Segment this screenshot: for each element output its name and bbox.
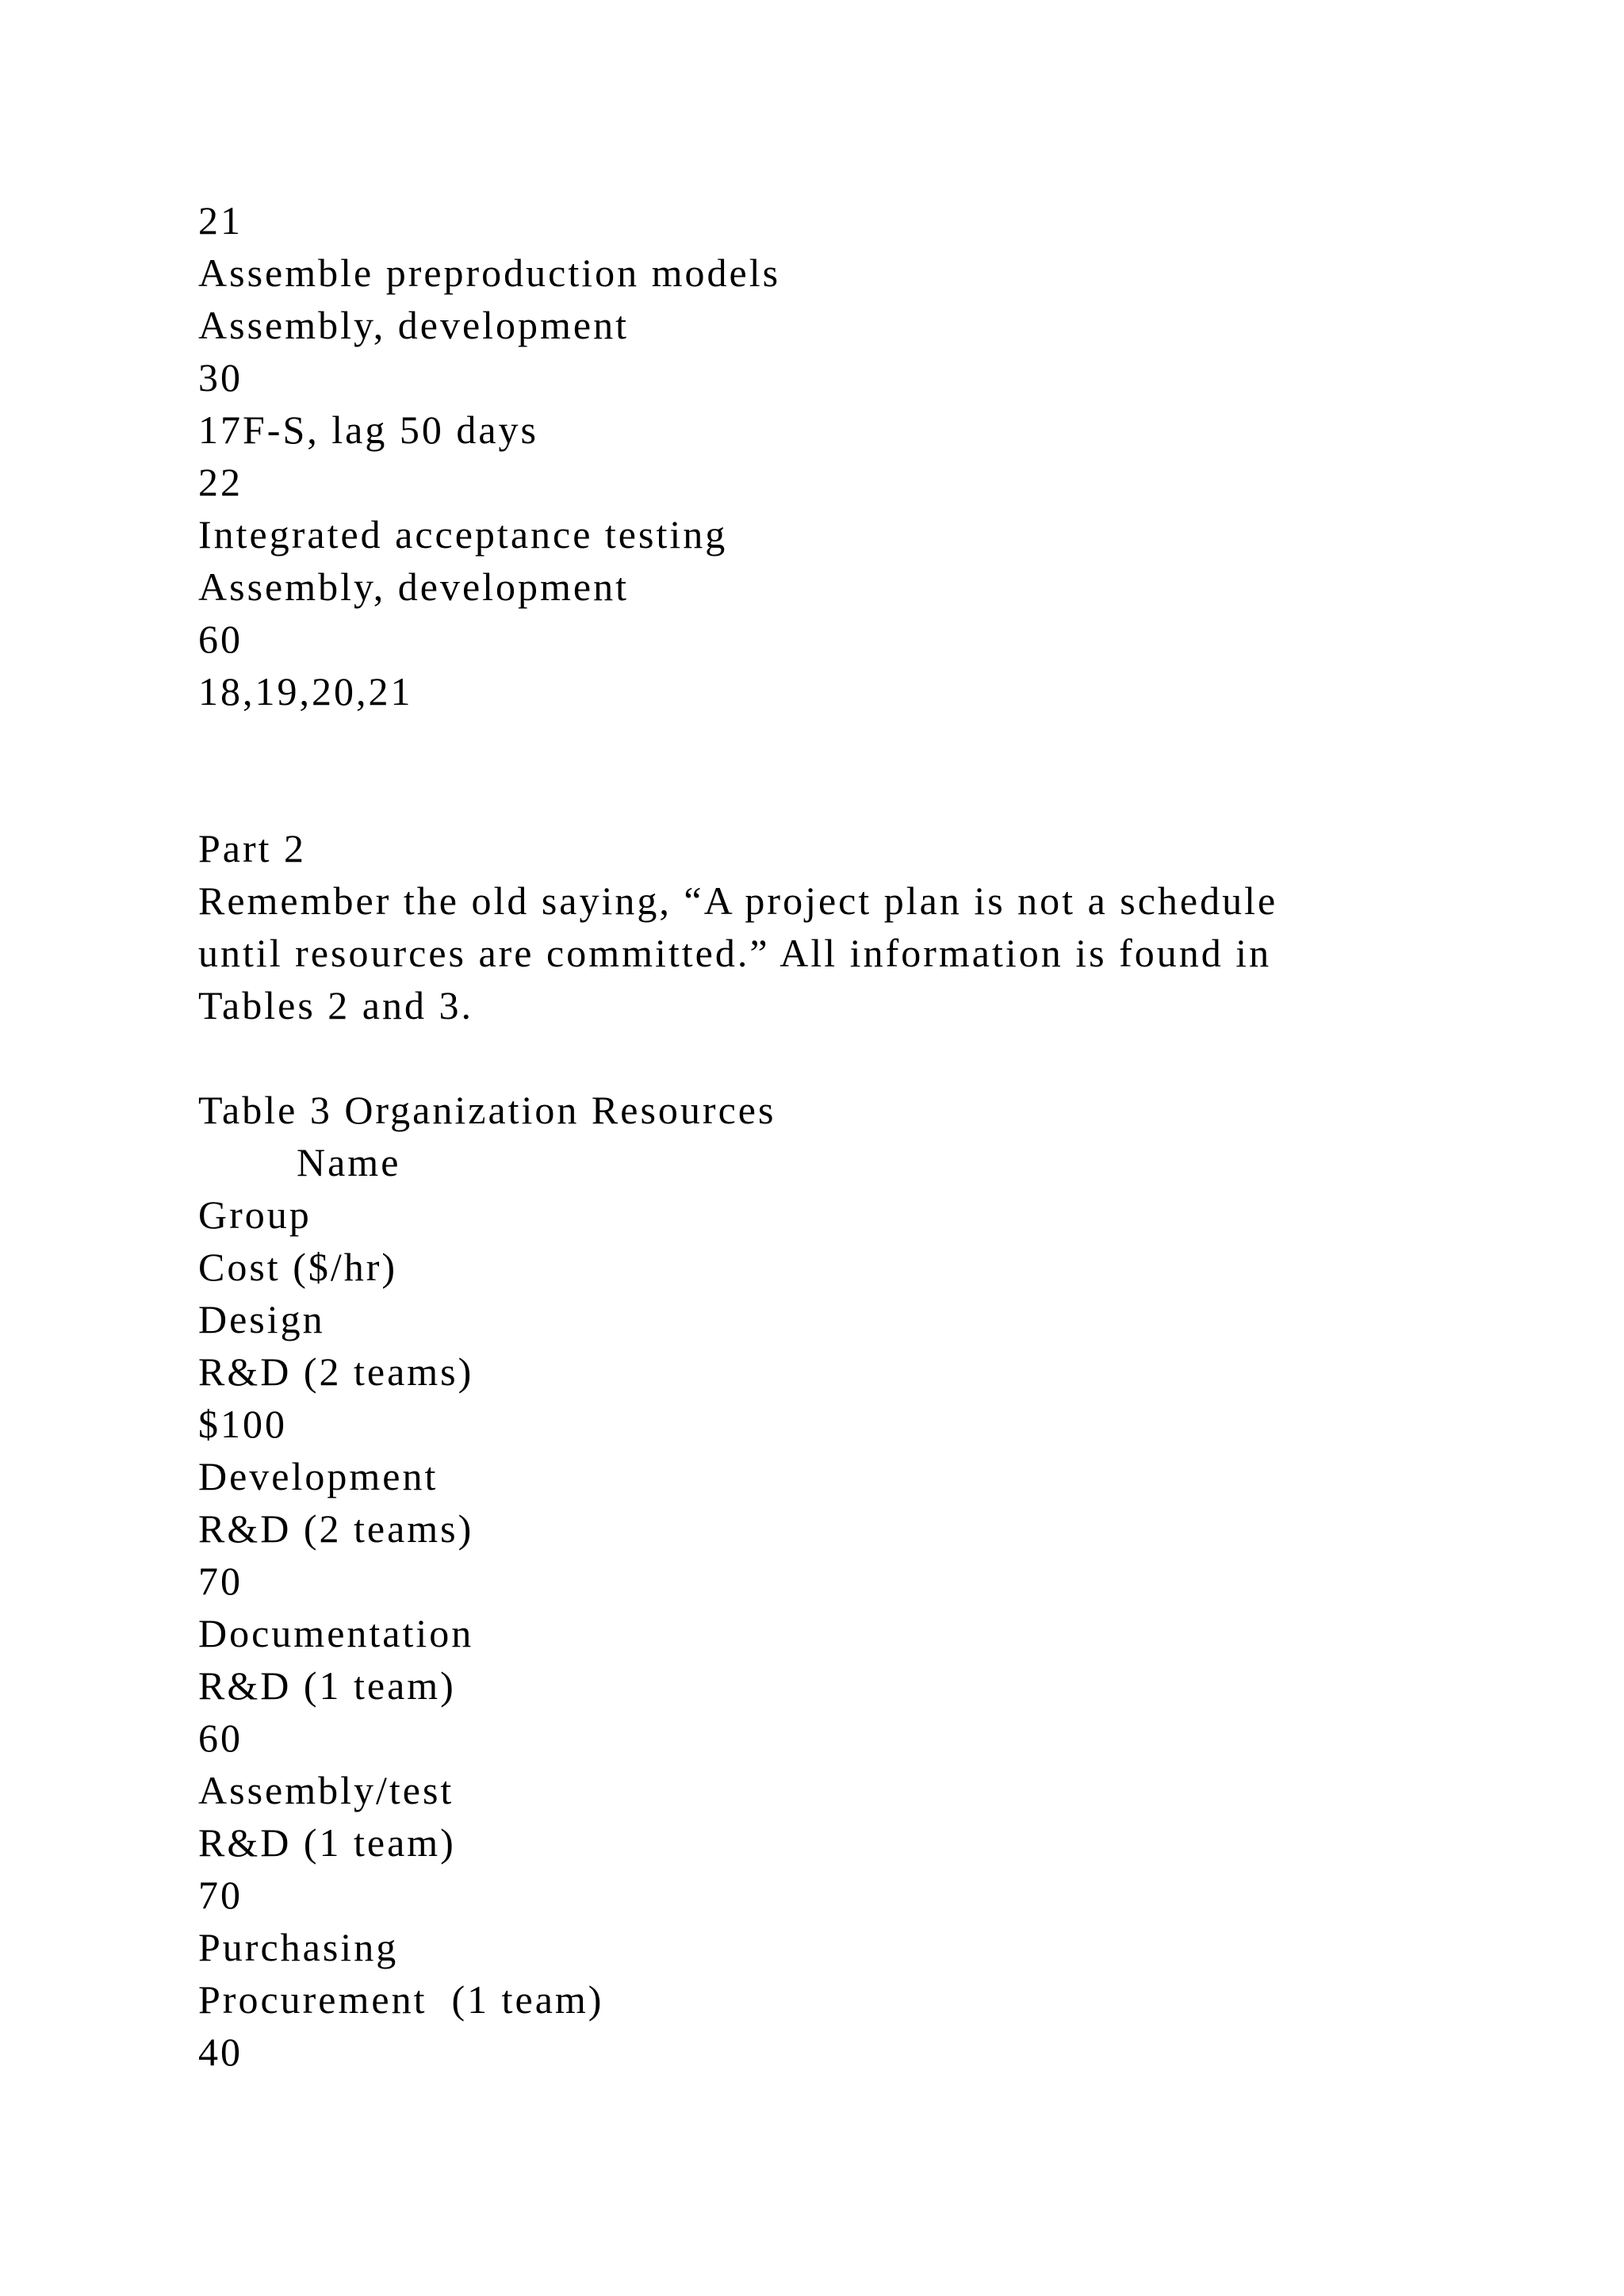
table-cell: R&D (1 team) xyxy=(198,1820,456,1865)
table-cell: Purchasing xyxy=(198,1925,399,1969)
text-line: 22 xyxy=(198,460,243,504)
table-cell: 60 xyxy=(198,1716,243,1760)
paragraph-line: until resources are committed.” All information is found in xyxy=(198,931,1272,975)
table-cell: Documentation xyxy=(198,1611,474,1655)
blank-line xyxy=(198,770,1435,822)
table-cell: Development xyxy=(198,1454,439,1498)
text-line: Integrated acceptance testing xyxy=(198,512,728,557)
table-cell: $100 xyxy=(198,1402,287,1446)
text-line: Assembly, development xyxy=(198,303,630,347)
text-line: Assembly, development xyxy=(198,564,630,609)
table-cell: 70 xyxy=(198,1559,243,1603)
table-header-group: Group xyxy=(198,1192,312,1237)
table-title: Table 3 Organization Resources xyxy=(198,1088,776,1132)
text-line: 60 xyxy=(198,617,243,661)
blank-line xyxy=(198,1031,1435,1084)
table-cell: R&D (2 teams) xyxy=(198,1349,474,1394)
text-line: Assemble preproduction models xyxy=(198,251,781,295)
blank-line xyxy=(198,718,1435,770)
text-line: 18,19,20,21 xyxy=(198,669,413,714)
table-cell: Assembly/test xyxy=(198,1768,454,1812)
document-body xyxy=(198,194,1435,2078)
table-cell: 40 xyxy=(198,2030,243,2074)
table-cell: R&D (2 teams) xyxy=(198,1506,474,1551)
table-cell: 70 xyxy=(198,1873,243,1917)
section-heading: Part 2 xyxy=(198,826,307,871)
paragraph-line: Tables 2 and 3. xyxy=(198,983,473,1027)
table-cell: Procurement (1 team) xyxy=(198,1977,604,2022)
table-cell: R&D (1 team) xyxy=(198,1663,456,1708)
table-header-name: Name xyxy=(297,1140,401,1184)
table-header-cost: Cost ($/hr) xyxy=(198,1245,398,1289)
text-line: 30 xyxy=(198,355,243,400)
paragraph-line: Remember the old saying, “A project plan is not a schedule xyxy=(198,878,1278,923)
text-line: 21 xyxy=(198,198,243,243)
table-cell: Design xyxy=(198,1297,325,1341)
text-line: 17F-S, lag 50 days xyxy=(198,408,538,452)
